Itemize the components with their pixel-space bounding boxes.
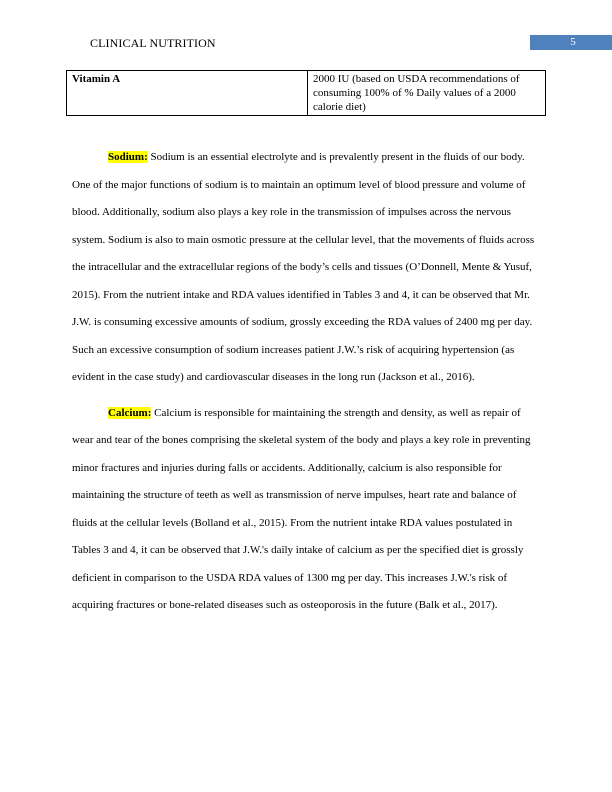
nutrient-name-cell: Vitamin A	[67, 71, 308, 116]
sodium-paragraph	[72, 144, 542, 392]
document-body	[72, 144, 542, 628]
calcium-paragraph	[72, 400, 542, 620]
nutrient-table	[66, 70, 546, 116]
page-number-badge: 5	[530, 35, 612, 50]
sodium-text: Sodium is an essential electrolyte and is prevalently present in the fluids of our body. One of the major functions of sodium is to maintain an optimum level of blood pressure and volume of blood. Additionally, sodium also plays a key role in the transmission of impulses across the nervous system. Sodium is also to main osmotic pressure at the cellular level, that the movements of fluids across the intracellular and the extracellular regions of the body’s cells and tissues (O’Donnell, Mente & Yusuf, 2015). From the nutrient intake and RDA values identified in Tables 3 and 4, it can be observed that Mr. J.W. is consuming excessive amounts of sodium, grossly exceeding the RDA values of 2400 mg per day. Such an excessive consumption of sodium increases patient J.W.’s risk of acquiring hypertension (as evident in the case study) and cardiovascular diseases in the long run (Jackson et al., 2016).	[72, 151, 535, 383]
table-row	[67, 71, 546, 116]
nutrient-value-cell: 2000 IU (based on USDA recommendations of consuming 100% of % Daily values of a 2000 calorie diet)	[308, 71, 546, 116]
calcium-text: Calcium is responsible for maintaining the strength and density, as well as repair of wear and tear of the bones comprising the skeletal system of the body and plays a key role in preventing minor fractures and injuries during falls or accidents. Additionally, calcium is also responsible for maintaining the structure of teeth as well as transmission of nerve impulses, heart rate and balance of fluids at the cellular levels (Bolland et al., 2015). From the nutrient intake RDA values postulated in Tables 3 and 4, it can be observed that J.W.'s daily intake of calcium as per the specified diet is grossly deficient in comparison to the USDA RDA values of 1300 mg per day. This increases J.W.'s risk of acquiring fractures or bone-related diseases such as osteoporosis in the future (Balk et al., 2017).	[72, 406, 531, 611]
running-header-title: CLINICAL NUTRITION	[90, 36, 216, 50]
sodium-heading: Sodium:	[108, 151, 148, 163]
calcium-heading: Calcium:	[108, 406, 152, 419]
